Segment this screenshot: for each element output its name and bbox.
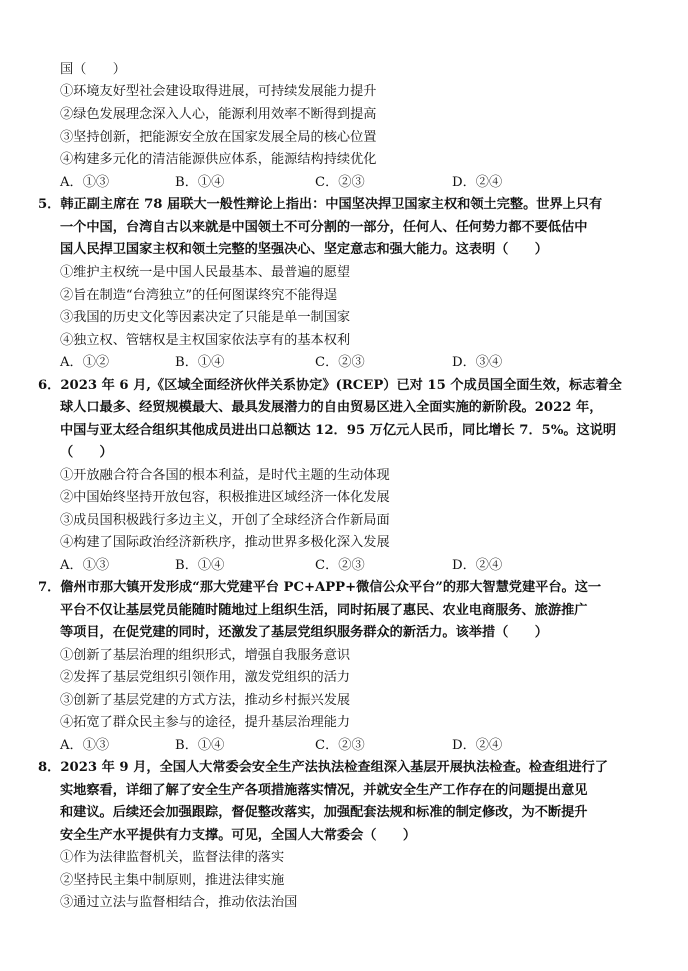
q4-item-1: ①环境友好型社会建设取得进展，可持续发展能力提升 bbox=[60, 84, 377, 99]
q5-option-b: B．①④ bbox=[175, 355, 225, 370]
q5-item-2: ②旨在制造“台湾独立”的任何图谋终究不能得逞 bbox=[60, 288, 338, 303]
q5-option-c: C．②③ bbox=[315, 355, 365, 370]
q4-stem-tail: 国（ ） bbox=[60, 62, 126, 77]
q7-option-c: C．②③ bbox=[315, 738, 365, 753]
q7-item-2: ②发挥了基层党组织引领作用，激发党组织的活力 bbox=[60, 670, 351, 685]
q7-option-a: A．①③ bbox=[60, 738, 110, 753]
q7-item-4: ④拓宽了群众民主参与的途径，提升基层治理能力 bbox=[60, 715, 351, 730]
q8-stem-line-1: 8．2023 年 9 月，全国人大常委会安全生产法执法检查组深入基层开展执法检查。检查组进行了 bbox=[38, 760, 608, 775]
q6-item-4: ④构建了国际政治经济新秩序，推动世界多极化深入发展 bbox=[60, 535, 390, 550]
q6-item-2: ②中国始终坚持开放包容，积极推进区域经济一体化发展 bbox=[60, 490, 390, 505]
q5-option-a: A．①② bbox=[60, 355, 110, 370]
q8-item-2: ②坚持民主集中制原则，推进法律实施 bbox=[60, 873, 285, 888]
q6-option-c: C．②③ bbox=[315, 558, 365, 573]
q4-option-c: C．②③ bbox=[315, 175, 365, 190]
q6-stem-line-2: 球人口最多、经贸规模最大、最具发展潜力的自由贸易区进入全面实施的新阶段。2022 年， bbox=[60, 400, 603, 415]
q6-option-d: D．②④ bbox=[452, 558, 503, 573]
q4-option-b: B．①④ bbox=[175, 175, 225, 190]
q6-stem-line-4: （ ） bbox=[60, 445, 113, 460]
q5-stem-line-1: 5．韩正副主席在 78 届联大一般性辩论上指出：中国坚决捍卫国家主权和领土完整。世界上只有 bbox=[38, 197, 603, 212]
q5-option-d: D．③④ bbox=[452, 355, 503, 370]
q8-stem-line-2: 实地察看，详细了解了安全生产各项措施落实情况，并就安全生产工作存在的问题提出意见 bbox=[60, 783, 588, 798]
q8-item-3: ③通过立法与监督相结合，推动依法治国 bbox=[60, 895, 298, 910]
q8-stem-line-4: 安全生产水平提供有力支撑。可见，全国人大常委会（ ） bbox=[60, 828, 417, 843]
q7-option-d: D．②④ bbox=[452, 738, 503, 753]
q5-stem-line-2: 一个中国，台湾自古以来就是中国领土不可分割的一部分，任何人、任何势力都不要低估中 bbox=[60, 220, 588, 235]
q7-stem-line-1: 7．儋州市那大镇开发形成“那大党建平台 PC+APP+微信公众平台”的那大智慧党建平台。这一 bbox=[38, 580, 602, 595]
q5-stem-line-3: 国人民捍卫国家主权和领土完整的坚强决心、坚定意志和强大能力。这表明（ ） bbox=[60, 242, 548, 257]
q7-item-1: ①创新了基层治理的组织形式，增强自我服务意识 bbox=[60, 648, 351, 663]
q4-option-d: D．②④ bbox=[452, 175, 503, 190]
q6-item-3: ③成员国积极践行多边主义，开创了全球经济合作新局面 bbox=[60, 513, 390, 528]
q4-option-a: A．①③ bbox=[60, 175, 110, 190]
q6-stem-line-1: 6．2023 年 6 月,《区域全面经济伙伴关系协定》(RCEP）已对 15 个成员国全面生效，标志着全 bbox=[38, 378, 622, 393]
q8-item-1: ①作为法律监督机关，监督法律的落实 bbox=[60, 850, 285, 865]
q7-item-3: ③创新了基层党建的方式方法，推动乡村振兴发展 bbox=[60, 693, 351, 708]
q6-stem-line-3: 中国与亚太经合组织其他成员进出口总额达 12．95 万亿元人民币，同比增长 7．5%。这说明 bbox=[60, 423, 617, 438]
q4-item-2: ②绿色发展理念深入人心，能源利用效率不断得到提高 bbox=[60, 107, 377, 122]
q6-option-a: A．①③ bbox=[60, 558, 110, 573]
q8-stem-line-3: 和建议。后续还会加强跟踪，督促整改落实，加强配套法规和标准的制定修改，为不断提升 bbox=[60, 805, 588, 820]
q5-item-1: ①维护主权统一是中国人民最基本、最普遍的愿望 bbox=[60, 265, 351, 280]
q4-item-4: ④构建多元化的清洁能源供应体系，能源结构持续优化 bbox=[60, 152, 377, 167]
q7-stem-line-3: 等项目，在促党建的同时，还激发了基层党组织服务群众的新活力。该举措（ ） bbox=[60, 625, 548, 640]
q5-item-3: ③我国的历史文化等因素决定了只能是单一制国家 bbox=[60, 310, 351, 325]
q5-item-4: ④独立权、管辖权是主权国家依法享有的基本权利 bbox=[60, 333, 351, 348]
q7-option-b: B．①④ bbox=[175, 738, 225, 753]
q7-stem-line-2: 平台不仅让基层党员能随时随地过上组织生活，同时拓展了惠民、农业电商服务、旅游推广 bbox=[60, 603, 588, 618]
q6-option-b: B．①④ bbox=[175, 558, 225, 573]
q4-item-3: ③坚持创新，把能源安全放在国家发展全局的核心位置 bbox=[60, 130, 377, 145]
q6-item-1: ①开放融合符合各国的根本利益，是时代主题的生动体现 bbox=[60, 468, 390, 483]
